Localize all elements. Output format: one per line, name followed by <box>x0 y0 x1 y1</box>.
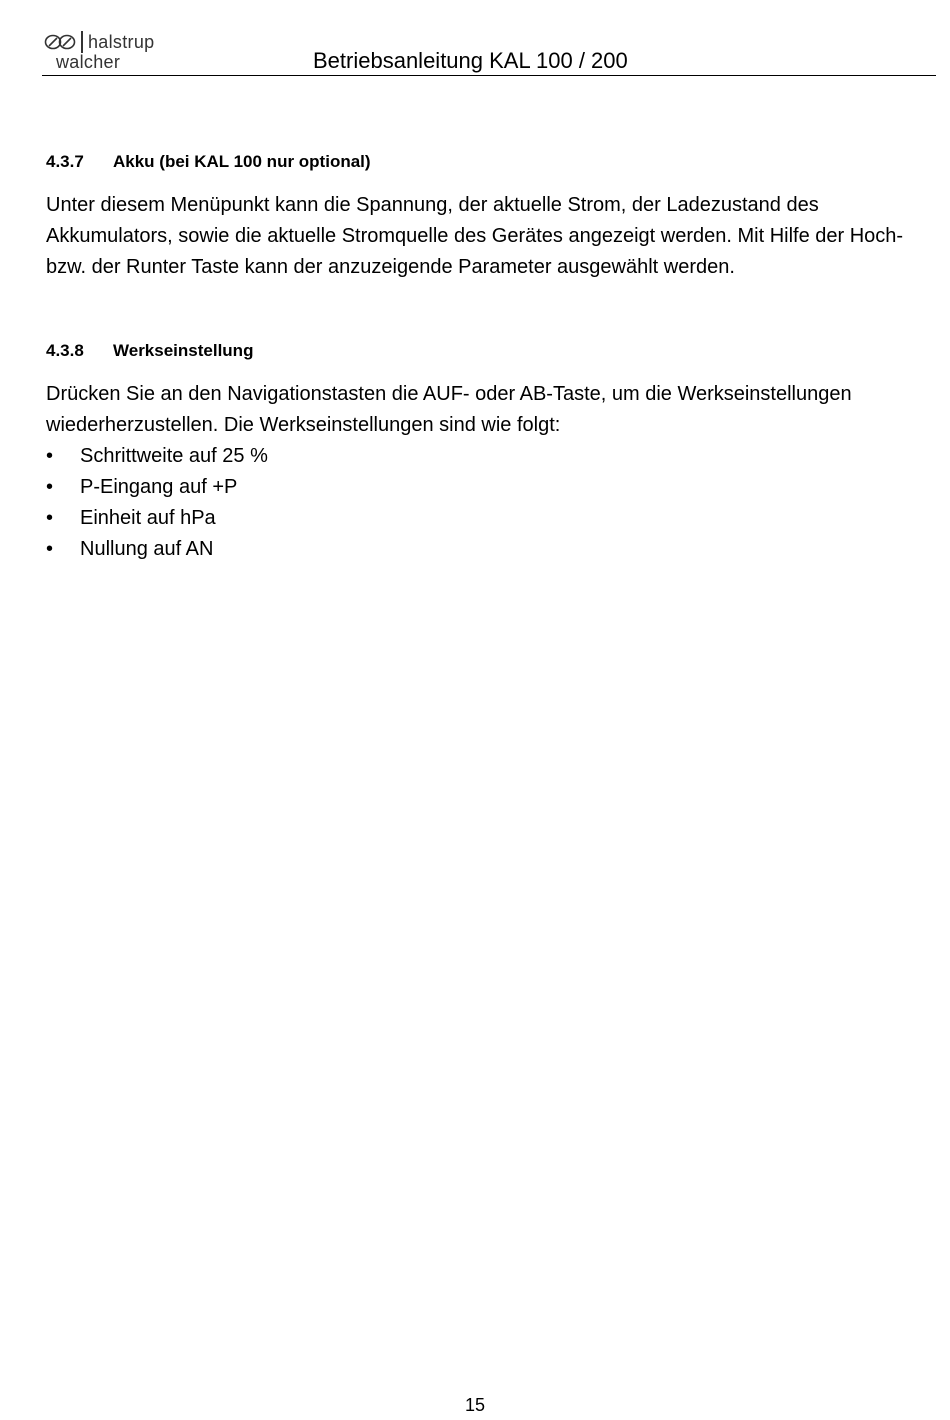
bullet-icon: • <box>46 476 54 498</box>
list-item <box>46 472 906 503</box>
section-4-3-7 <box>46 150 906 283</box>
section-number: 4.3.7 <box>46 152 84 171</box>
page-header <box>0 0 950 80</box>
list-item-text: Nullung auf AN <box>80 538 214 560</box>
list-item-text: Schrittweite auf 25 % <box>80 445 268 467</box>
document-title: Betriebsanleitung KAL 100 / 200 <box>313 48 628 73</box>
logo-divider <box>81 31 83 53</box>
section-heading <box>46 339 906 363</box>
list-item-text: P-Eingang auf +P <box>80 476 238 498</box>
section-number: 4.3.8 <box>46 341 84 360</box>
halstrup-walcher-logo-icon <box>44 33 76 51</box>
section-paragraph: Drücken Sie an den Navigationstasten die AUF- oder AB-Taste, um die Werkseinstellungen wiederherzustellen. Die Werkseinstellungen sind wie folgt: <box>46 383 852 436</box>
list-item <box>46 534 906 565</box>
section-4-3-8 <box>46 339 906 565</box>
bullet-icon: • <box>46 538 54 560</box>
logo-text-halstrup: halstrup <box>88 32 155 52</box>
company-logo <box>44 31 174 73</box>
list-item <box>46 441 906 472</box>
page-content <box>46 150 906 565</box>
section-paragraph: Unter diesem Menüpunkt kann die Spannung, der aktuelle Strom, der Ladezustand des Akkumulators, sowie die aktuelle Stromquelle des Gerätes angezeigt werden. Mit Hilfe der Hoch- bzw. der Runter Taste kann der anzuzeigende Parameter ausgewählt werden. <box>46 194 904 278</box>
section-title: Werkseinstellung <box>113 341 254 360</box>
page-number: 15 <box>464 1395 486 1415</box>
list-item-text: Einheit auf hPa <box>80 507 216 529</box>
bullet-icon: • <box>46 507 54 529</box>
bullet-icon: • <box>46 445 54 467</box>
factory-settings-list <box>46 441 906 565</box>
header-divider <box>42 75 936 76</box>
list-item <box>46 503 906 534</box>
section-title: Akku (bei KAL 100 nur optional) <box>113 152 371 171</box>
section-heading <box>46 150 906 174</box>
logo-text-walcher: walcher <box>56 52 121 72</box>
